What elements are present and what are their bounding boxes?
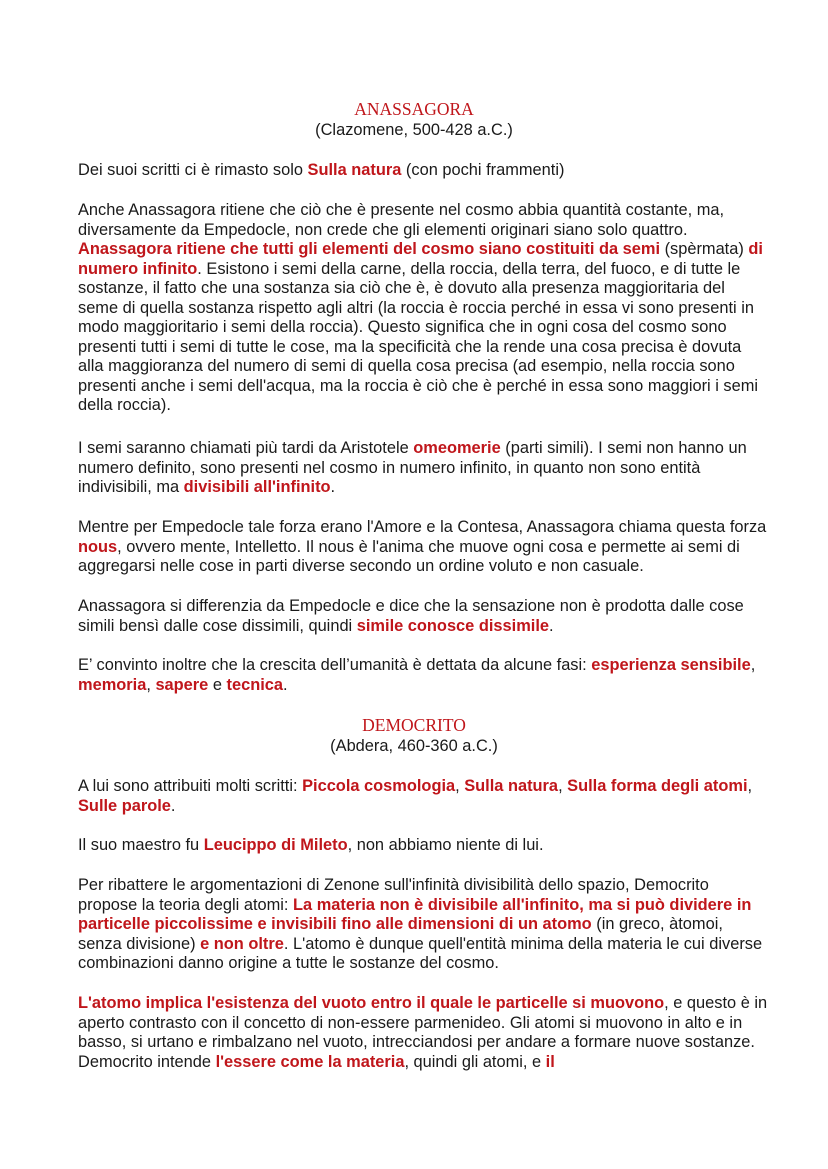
- text-run: ,: [455, 777, 465, 795]
- text-run: . Esistono i semi della carne, della roccia, della terra, del fuoco, e di tutte le sostanze, il fatto che una sostanza sia ciò che è, è dovuto alla presenza maggioritaria del seme di quella sostanza rispetto agli altri (la roccia è roccia perché in essa vi sono presenti in modo maggioritario i semi della roccia). Questo significa che in ogni cosa del cosmo sono presenti tutti i semi di tutte le cose, ma la specificità che la rende una cosa precisa è dovuta alla maggioranza del numero di semi di quella cosa precisa (ad esempio, nella roccia sono presenti anche i semi dell'acqua, ma la roccia è ciò che è perché in essa sono maggiori i semi della roccia).: [78, 259, 759, 414]
- text-run: (parti simili). I semi non hanno un numero definito, sono presenti nel cosmo in numero infinito, in quanto non sono entità indivisibili, ma: [78, 439, 747, 496]
- highlighted-term: Sulla natura: [464, 777, 559, 795]
- highlighted-term: esperienza sensibile: [591, 656, 751, 674]
- paragraph: [78, 201, 768, 416]
- text-run: I semi saranno chiamati più tardi da Aristotele: [78, 439, 414, 457]
- text-run: Anche Anassagora ritiene che ciò che è presente nel cosmo abbia quantità costante, ma, diversamente da Empedocle, non crede che gli elementi originari siano solo quattro.: [78, 201, 725, 239]
- text-run: Dei suoi scritti ci è rimasto solo: [78, 161, 308, 179]
- paragraph: [78, 518, 768, 577]
- text-run: , non abbiamo niente di lui.: [347, 836, 544, 854]
- section-title-anassagora: ANASSAGORA: [354, 99, 474, 119]
- text-run: , e questo è in aperto contrasto con il concetto di non-essere parmenideo. Gli atomi si muovono in alto e in basso, si urtano e rimbalzano nel vuoto, intrecciandosi per andare a formare nuove sostanze. Democrito intende: [78, 994, 768, 1071]
- text-run: , ovvero mente, Intelletto. Il nous è l'anima che muove ogni cosa e permette ai semi di aggregarsi nelle cose in parti diverse secondo un ordine voluto e non casuale.: [78, 537, 740, 575]
- text-run: .: [330, 478, 336, 496]
- text-run: (spèrmata): [660, 240, 749, 258]
- text-run: E’ convinto inoltre che la crescita dell’umanità è dettata da alcune fasi:: [78, 656, 592, 674]
- text-run: .: [549, 616, 554, 635]
- highlighted-term: Sulla natura: [307, 161, 402, 179]
- paragraph: [78, 876, 768, 974]
- highlighted-term: La materia non è divisibile all'infinito, ma si può dividere in particelle piccolissime e invisibili fino alle dimensioni di un atomo: [78, 895, 752, 933]
- highlighted-term: sapere: [155, 675, 209, 694]
- text-run: ,: [750, 656, 756, 674]
- text-run: ,: [146, 675, 156, 694]
- text-run: Il suo maestro fu: [78, 836, 204, 854]
- highlighted-term: L'atomo implica l'esistenza del vuoto entro il quale le particelle si muovono: [78, 994, 665, 1012]
- highlighted-term: Anassagora ritiene che tutti gli elementi del cosmo siano costituiti da semi: [78, 240, 661, 258]
- highlighted-term: nous: [78, 537, 118, 556]
- section-subtitle-anassagora: (Clazomene, 500-428 a.C.): [315, 121, 513, 139]
- highlighted-term: il: [545, 1052, 555, 1071]
- text-run: (in greco, àtomoi, senza divisione): [78, 915, 723, 953]
- section-subtitle-democrito: (Abdera, 460-360 a.C.): [330, 737, 498, 755]
- highlighted-term: Leucippo di Mileto: [203, 836, 348, 854]
- text-run: ,: [747, 777, 753, 795]
- highlighted-term: Sulla forma degli atomi: [567, 777, 748, 795]
- text-run: e: [208, 675, 227, 694]
- text-run: A lui sono attribuiti molti scritti:: [78, 777, 303, 795]
- highlighted-term: Piccola cosmologia: [302, 777, 456, 795]
- highlighted-term: memoria: [78, 675, 147, 694]
- text-run: (con pochi frammenti): [401, 161, 565, 179]
- text-run: , quindi gli atomi, e: [404, 1052, 546, 1071]
- highlighted-term: l'essere come la materia: [215, 1052, 405, 1071]
- highlighted-term: divisibili all'infinito: [183, 478, 331, 496]
- highlighted-term: Sulle parole: [78, 796, 171, 815]
- highlighted-term: di numero infinito: [78, 240, 763, 278]
- text-run: .: [170, 796, 176, 815]
- highlighted-term: simile conosce dissimile: [356, 616, 549, 635]
- section-title-democrito: DEMOCRITO: [362, 715, 466, 735]
- text-run: . L'atomo è dunque quell'entità minima della materia le cui diverse combinazioni danno origine a tutte le sostanze del cosmo.: [78, 934, 763, 972]
- text-run: Per ribattere le argomentazioni di Zenone sull'infinità divisibilità dello spazio, Democrito propose la teoria degli atomi:: [78, 876, 709, 914]
- text-run: Mentre per Empedocle tale forza erano l'Amore e la Contesa, Anassagora chiama questa forza: [78, 518, 767, 536]
- highlighted-term: e non oltre: [200, 934, 284, 953]
- paragraph: [78, 161, 768, 181]
- paragraph: [78, 994, 768, 1072]
- paragraph: [78, 439, 768, 498]
- paragraph: [78, 777, 768, 816]
- text-run: .: [283, 675, 288, 694]
- highlighted-term: omeomerie: [413, 439, 501, 457]
- paragraph: [78, 836, 768, 856]
- highlighted-term: tecnica: [226, 675, 284, 694]
- text-run: ,: [558, 777, 568, 795]
- text-run: Anassagora si differenzia da Empedocle e dice che la sensazione non è prodotta dalle cose simili bensì dalle cose dissimili, quindi: [78, 597, 744, 635]
- paragraph: [78, 597, 768, 636]
- paragraph: [78, 656, 768, 695]
